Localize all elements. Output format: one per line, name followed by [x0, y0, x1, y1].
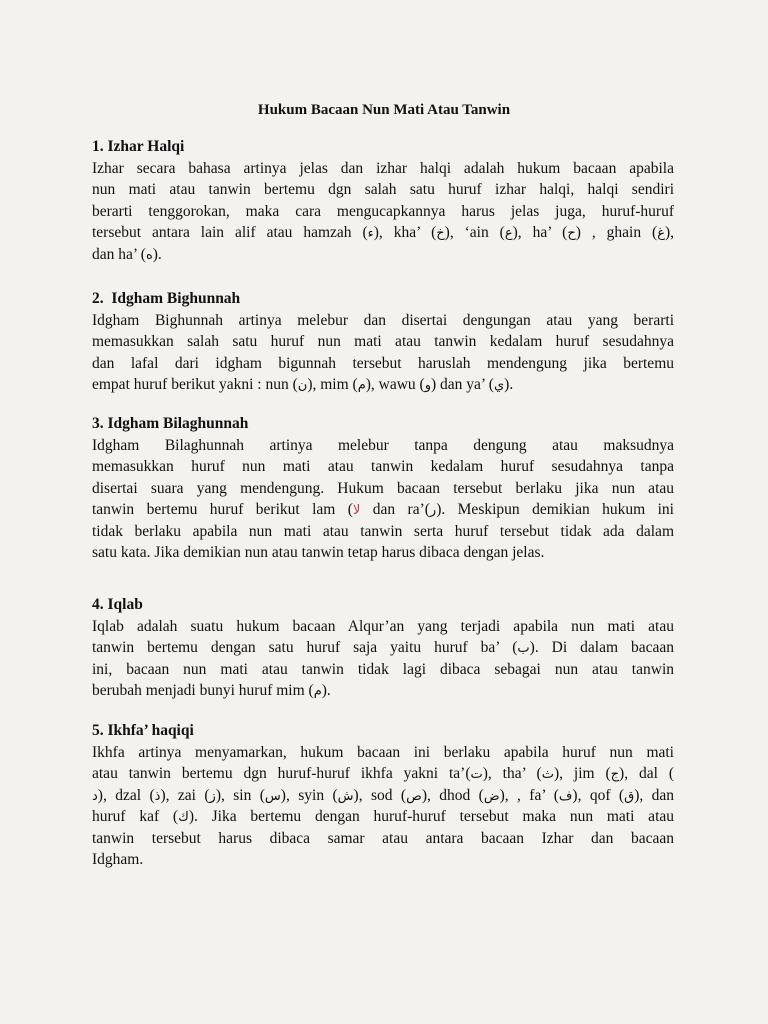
section-heading: 1. Izhar Halqi [92, 138, 185, 155]
arabic-letter: ذ [154, 788, 161, 804]
paragraph-line [92, 680, 674, 702]
paragraph-line [92, 499, 674, 521]
paragraph-line [92, 244, 674, 266]
section-heading: 4. Iqlab [92, 596, 143, 613]
arabic-letter: ي [493, 378, 505, 394]
paragraph-line: disertai suara yang mendengung. Hukum bacaan tersebut berlaku jika nun atau [92, 479, 674, 497]
paragraph-line [92, 785, 674, 807]
paragraph-line [92, 806, 674, 828]
paragraph-line: satu kata. Jika demikian nun atau tanwin tetap harus dibaca dengan jelas. [92, 544, 545, 562]
arabic-letter: م [357, 378, 366, 394]
text-run: ). Di dalam bacaan [529, 639, 674, 657]
text-run: ), , fa’ ( [499, 786, 559, 804]
paragraph-line: Izhar secara bahasa artinya jelas dan izhar halqi adalah hukum bacaan apabila [92, 159, 674, 177]
arabic-letter: ر [429, 503, 437, 519]
text-run: ), zai ( [160, 786, 210, 804]
section-idgham-bighunnah [92, 288, 674, 396]
arabic-letter: ق [624, 788, 635, 804]
text-run: empat huruf berikut yakni : nun ( [92, 376, 298, 394]
arabic-letter: ش [337, 788, 354, 804]
section-paragraph [92, 742, 674, 872]
text-run: ), ha’ ( [512, 224, 568, 242]
arabic-letter: ه [145, 247, 153, 263]
text-run: atau tanwin bertemu dgn huruf-huruf ikhfa yakni ta’( [92, 765, 471, 783]
text-run: ). [321, 682, 331, 700]
arabic-letter: ض [483, 788, 500, 804]
arabic-letter: ث [541, 767, 554, 783]
arabic-letter: ج [610, 767, 620, 783]
section-iqlab [92, 594, 674, 702]
arabic-letter: ء [367, 226, 374, 242]
arabic-letter: ت [470, 767, 483, 783]
section-izhar-halqi [92, 136, 674, 265]
arabic-letter: لا [352, 503, 361, 519]
paragraph-line: tanwin tersebut harus dibaca samar atau antara bacaan Izhar dan bacaan [92, 829, 674, 847]
paragraph-line: Idgham Bighunnah artinya melebur dan disertai dengungan atau yang berarti [92, 311, 674, 329]
text-run: ), kha’ ( [373, 224, 437, 242]
paragraph-line [92, 222, 674, 244]
paragraph-line: memasukkan salah satu huruf nun mati atau tanwin kedalam huruf sesudahnya [92, 333, 674, 351]
paragraph-line [92, 374, 674, 396]
arabic-letter: ح [567, 226, 576, 242]
text-run: ) dan ya’ ( [431, 376, 494, 394]
document-title: Hukum Bacaan Nun Mati Atau Tanwin [257, 102, 511, 118]
section-paragraph [92, 158, 674, 266]
text-run: ), dal ( [619, 765, 674, 783]
arabic-letter: ك [178, 810, 189, 826]
paragraph-line: dan lafal dari idgham bigunnah tersebut haruslah mendengung jika bertemu [92, 354, 674, 372]
paragraph-line: Idgham Bilaghunnah artinya melebur tanpa dengung atau maksudnya [92, 436, 674, 454]
arabic-letter: خ [436, 226, 445, 242]
section-heading: 5. Ikhfa’ haqiqi [92, 722, 194, 739]
arabic-letter: د [92, 788, 98, 804]
text-run: tanwin bertemu dengan satu huruf saja yaitu huruf ba’ ( [92, 639, 518, 657]
paragraph-line: memasukkan huruf nun mati atau tanwin kedalam huruf sesudahnya tanpa [92, 458, 674, 476]
section-heading: 2. Idgham Bighunnah [92, 290, 241, 307]
paragraph-line: Ikhfa artinya menyamarkan, hukum bacaan ini berlaku apabila huruf nun mati [92, 743, 674, 761]
text-run: ). [504, 376, 514, 394]
text-run: ), dan [634, 786, 674, 804]
text-run: ), syin ( [280, 786, 338, 804]
text-run: huruf kaf ( [92, 808, 179, 826]
section-heading: 3. Idgham Bilaghunnah [92, 415, 249, 432]
text-run: tanwin bertemu huruf berikut lam ( [92, 501, 353, 519]
text-run: ), [664, 224, 674, 242]
arabic-letter: ز [209, 788, 216, 804]
text-run: ) , ghain ( [575, 224, 658, 242]
text-run: ). Jika bertemu dengan huruf-huruf tersebut maka nun mati atau [188, 808, 674, 826]
arabic-letter: ع [504, 226, 513, 242]
arabic-letter: ف [558, 788, 573, 804]
arabic-letter: م [313, 684, 322, 700]
paragraph-line: nun mati atau tanwin bertemu dgn salah satu huruf izhar halqi, halqi sendiri [92, 181, 674, 199]
text-run: dan ra’( [360, 501, 430, 519]
text-run: ), sod ( [353, 786, 407, 804]
text-run: ), wawu ( [365, 376, 425, 394]
paragraph-line: berarti tenggorokan, maka cara mengucapkannya harus jelas juga, huruf-huruf [92, 202, 674, 220]
text-run: ), dhod ( [421, 786, 484, 804]
arabic-letter: و [424, 378, 431, 394]
arabic-letter: ن [297, 378, 308, 394]
paragraph-line: ini, bacaan nun mati atau tanwin tidak lagi dibaca sebagai nun atau tanwin [92, 660, 674, 678]
text-run: ), dzal ( [97, 786, 155, 804]
section-paragraph [92, 616, 674, 702]
text-run: tersebut antara lain alif atau hamzah ( [92, 224, 368, 242]
paragraph-line [92, 637, 674, 659]
section-ikhfa-haqiqi [92, 720, 674, 871]
text-run: dan ha’ ( [92, 245, 146, 263]
paragraph-line: Iqlab adalah suatu hukum bacaan Alqur’an yang terjadi apabila nun mati atau [92, 617, 674, 635]
text-run: ), qof ( [572, 786, 625, 804]
arabic-letter: غ [657, 226, 665, 242]
arabic-letter: ب [517, 641, 530, 657]
section-paragraph [92, 435, 674, 565]
arabic-letter: س [264, 788, 281, 804]
section-paragraph [92, 310, 674, 396]
text-run: ). Meskipun demikian hukum ini [436, 501, 674, 519]
paragraph-line [92, 763, 674, 785]
text-run: ), sin ( [215, 786, 265, 804]
paragraph-line: Idgham. [92, 851, 144, 869]
paragraph-line: tidak berlaku apabila nun mati atau tanwin serta huruf tersebut tidak ada dalam [92, 522, 674, 540]
text-run: ), ‘ain ( [444, 224, 505, 242]
arabic-letter: ص [406, 788, 422, 804]
text-run: ), jim ( [553, 765, 611, 783]
text-run: ), mim ( [307, 376, 358, 394]
text-run: ). [152, 245, 162, 263]
text-run: berubah menjadi bunyi huruf mim ( [92, 682, 314, 700]
text-run: ), tha’ ( [482, 765, 542, 783]
section-idgham-bilaghunnah [92, 413, 674, 564]
